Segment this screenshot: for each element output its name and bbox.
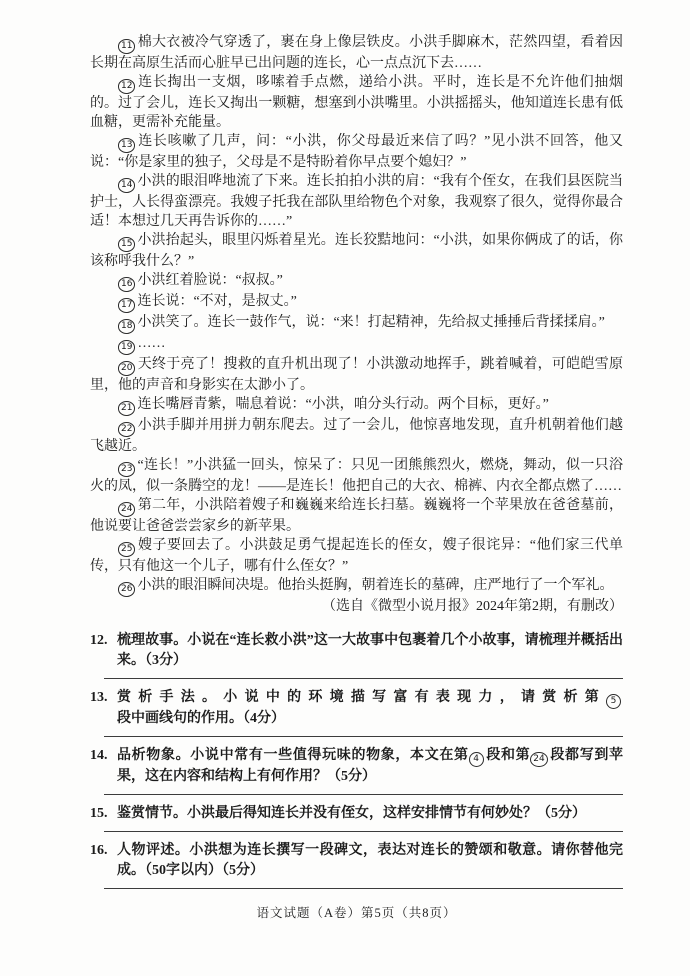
question [90,746,623,787]
circled-number: 20 [118,361,135,376]
answer-line [104,736,623,737]
story-paragraph: 13 连长咳嗽了几声，问：“小洪，你父母最近来信了吗？”见小洪不回答，他又说：“你是家里的独子，父母是不是特盼着你早点要个媳妇？” [90,134,623,170]
circled-number: 17 [118,298,135,313]
answer-line [104,794,623,795]
circled-number: 23 [118,462,135,477]
circled-number: 21 [118,401,135,416]
story-paragraph: 24 第二年，小洪陪着嫂子和巍巍来给连长扫墓。巍巍将一个苹果放在爸爸墓前，他说要让爸爸尝尝家乡的新苹果。 [90,498,623,534]
question-number: 13. [90,690,108,705]
circled-number: 16 [118,277,135,292]
story-paragraph: 17 连长说：“不对，是叔丈。” [90,292,623,313]
question [90,631,623,671]
question-text: 品析物象。小说中常有一些值得玩味的物象，本文在第 4 段和第 24 段都写到苹果，这在内容和结构上有何作用？（5分） [117,748,624,784]
story-paragraph: 18 小洪笑了。连长一鼓作气，说：“来！打起精神，先给叔丈捶捶后背揉揉肩。” [90,313,623,334]
circled-number: 11 [118,39,135,54]
question-text: 赏析手法。小说中的环境描写富有表现力，请赏析第 5段中画线句的作用。（4分） [117,688,623,729]
question-number: 12. [90,633,108,648]
circled-number: 24 [530,752,547,767]
question-text: 鉴赏情节。小洪最后得知连长并没有侄女，这样安排情节有何妙处？（5分） [117,806,586,821]
story-paragraph: 21 连长嘴唇青紫，喘息着说：“小洪，咱分头行动。两个目标，更好。” [90,395,623,416]
question-number: 16. [90,843,108,858]
circled-number: 5 [606,694,621,709]
circled-number: 19 [118,340,135,355]
story-paragraph: 22 小洪手脚并用拼力朝东爬去。过了一会儿，他惊喜地发现，直升机朝着他们越飞越近。 [90,418,623,454]
answer-line [104,888,623,889]
story-paragraph: 16 小洪红着脸说：“叔叔。” [90,271,623,292]
story-paragraph: 23 “连长！”小洪猛一回头，惊呆了：只见一团熊熊烈火，燃烧，舞动，似一只浴火的凤，似一条腾空的龙！——是连长！他把自己的大衣、棉裤、内衣全都点燃了…… [90,458,623,494]
circled-number: 12 [118,79,135,94]
circled-number: 25 [118,542,135,557]
circled-number: 18 [118,319,135,334]
page-footer: 语文试题（A卷）第5页（共8页） [256,906,457,920]
circled-number: 14 [118,178,135,193]
story-paragraph: 15 小洪抬起头，眼里闪烁着星光。连长狡黠地问：“小洪，如果你俩成了的话，你该称呼我什么？” [90,233,623,269]
question [90,688,623,729]
story-paragraph: 26 小洪的眼泪瞬间决堤。他抬头挺胸，朝着连长的墓碑，庄严地行了一个军礼。 [90,576,623,597]
questions-section [90,631,623,889]
circled-number: 22 [118,422,135,437]
question-number: 15. [90,806,108,821]
story-paragraph: 11 棉大衣被冷气穿透了，裹在身上像层铁皮。小洪手脚麻木，茫然四望，看着因长期在高原生活而心脏早已出问题的连长，心一点点沉下去…… [90,35,623,71]
circled-number: 26 [118,582,135,597]
circled-number: 15 [118,237,135,252]
story-paragraph: 12 连长掏出一支烟，哆嗦着手点燃，递给小洪。平时，连长是不允许他们抽烟的。过了会儿，连长又掏出一颗糖，想塞到小洪嘴里。小洪摇摇头，他知道连长患有低血糖，更需补充能量。 [90,75,623,130]
question [90,804,623,824]
page-content [90,33,623,921]
story-paragraph: 25 嫂子要回去了。小洪鼓足勇气提起连长的侄女，嫂子很诧异：“他们家三代单传，只有他这一个儿子，哪有什么侄女？” [90,538,623,574]
story-section [90,33,623,597]
question [90,841,623,881]
story-paragraph: 19 …… [90,334,623,355]
question-text: 梳理故事。小说在“连长救小洪”这一大故事中包裹着几个小故事，请梳理并概括出来。（3分） [117,633,623,668]
story-paragraph: 20 天终于亮了！搜救的直升机出现了！小洪激动地挥手，跳着喊着，可皑皑雪原里，他的声音和身影实在太渺小了。 [90,357,623,393]
answer-line [104,678,623,679]
question-text: 人物评述。小洪想为连长撰写一段碑文，表达对连长的赞颂和敬意。请你替他完成。（50字以内）（5分） [117,843,623,878]
circled-number: 13 [118,138,135,153]
question-number: 14. [90,748,108,763]
answer-line [104,831,623,832]
story-paragraph: 14 小洪的眼泪哗地流了下来。连长拍拍小洪的肩：“我有个侄女，在我们县医院当护士，人长得蛮漂亮。我嫂子托我在部队里给物色个对象，我观察了很久，觉得你最合适！本想过几天再告诉你的……” [90,174,623,229]
citation: （选自《微型小说月报》2024年第2期，有删改） [322,599,623,614]
circled-number: 24 [118,502,135,517]
circled-number: 4 [469,752,484,767]
